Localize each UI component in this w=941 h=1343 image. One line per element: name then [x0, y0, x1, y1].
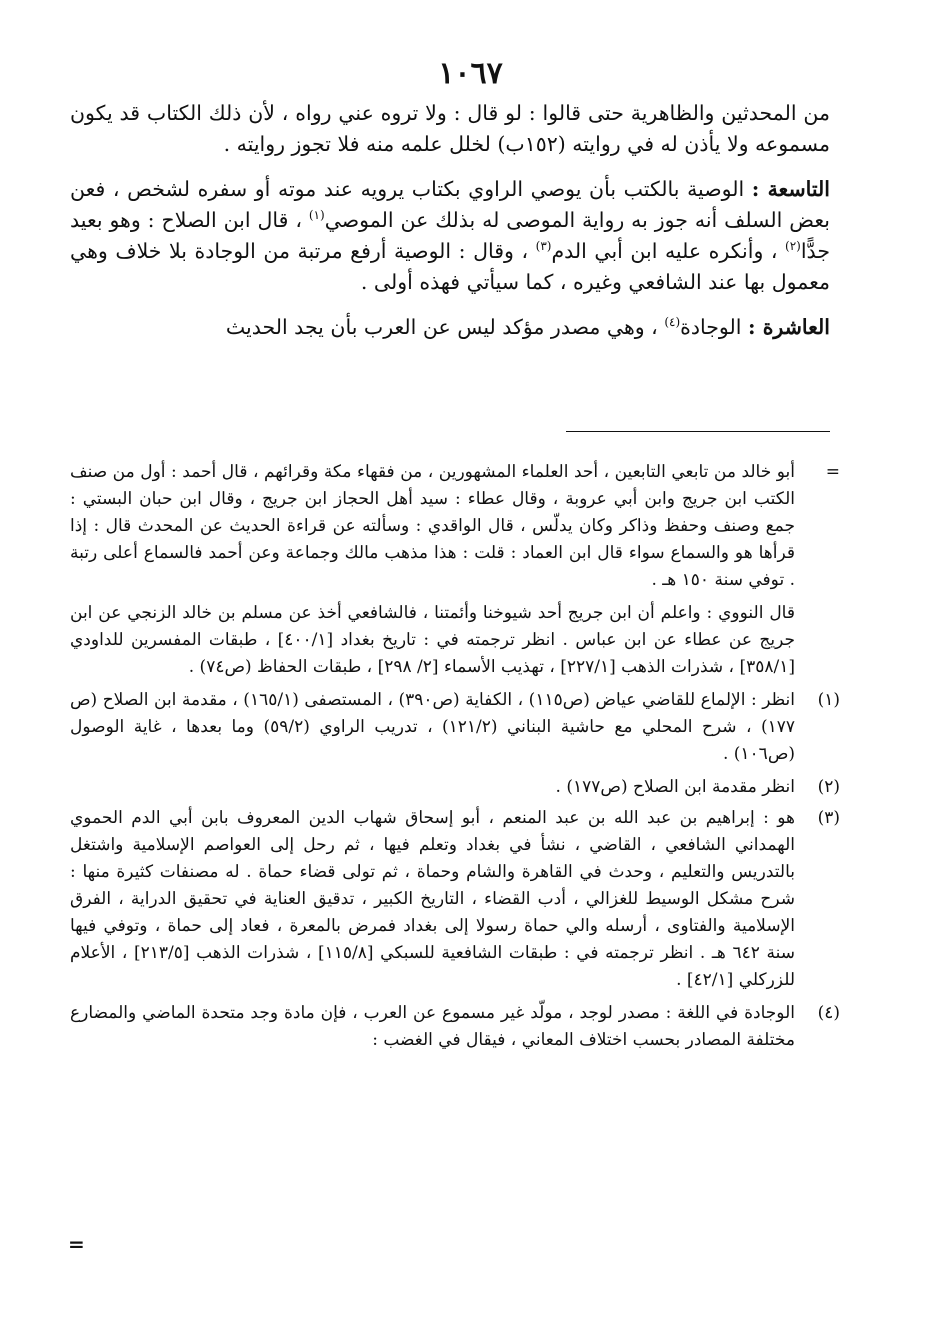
- continuation-marker-end: =: [68, 1232, 85, 1256]
- paragraph-tenth: [70, 312, 830, 343]
- paragraph-text: ، وهي مصدر مؤكد ليس عن العرب بأن يجد الحديث: [225, 315, 665, 339]
- footnote-number: (١): [817, 690, 840, 710]
- footnote-text: انظر : الإلماع للقاضي عياض (ص١١٥) ، الكفاية (ص٣٩٠) ، المستصفى (١٦٥/١) ، مقدمة ابن الصلاح (ص ١٧٧) ، شرح المحلي مع حاشية البناني (١٢١/٢) ، تدريب الراوي (٥٩/٢) وما بعدها ، غاية الوصول (ص١٠٦) .: [70, 690, 795, 764]
- footnote-text: انظر مقدمة ابن الصلاح (ص١٧٧) .: [555, 777, 795, 797]
- footnote-text: الوجادة في اللغة : مصدر لوجد ، مولّد غير مسموع عن العرب ، فإن مادة وجد متحدة الماضي والمضارع مختلفة المصادر بحسب اختلاف المعاني ، فيقال في الغضب :: [70, 1003, 795, 1050]
- footnote-text: أبو خالد من تابعي التابعين ، أحد العلماء المشهورين ، من فقهاء مكة وقرائهم ، قال أحمد : أول من صنف الكتب ابن جريج وابن أبي عروبة ، وقال عطاء : سيد أهل الحجاز ابن جريج ، وقال ابن حبان البستي : جمع وصنف وحفظ وذاكر وكان يدلّس ، قال الواقدي : وسألته عن قراءة الحديث عن المحدث قال : إذا قرأها هو والسماع سواء قال ابن العماد : قلت : هذا مذهب مالك وجماعة وعن أحمد فالسماع أعلى رتبة . توفي سنة ١٥٠ هـ .: [70, 462, 795, 590]
- footnote-number: (٣): [817, 808, 840, 828]
- paragraph-continuation: من المحدثين والظاهرية حتى قالوا : لو قال : ولا تروه عني رواه ، لأن ذلك الكتاب قد يكون مسموعه ولا يأذن له في روايته (١٥٢ب) لخلل علمه منه فلا تجوز روايته .: [70, 101, 830, 156]
- paragraph-text: ، قال ابن الصلاح : وهو بعيد جدًّا: [70, 208, 830, 263]
- paragraph-ninth: [70, 174, 830, 298]
- continuation-marker: =: [825, 462, 840, 482]
- main-text: [70, 98, 830, 357]
- footnote-separator: [566, 431, 830, 432]
- footnote-reference: (٣): [535, 239, 552, 254]
- paragraph-text: ، وأنكره عليه ابن أبي الدم: [551, 239, 786, 263]
- footnote-number: (٤): [817, 1003, 840, 1023]
- paragraph-text: الوصية بالكتب بأن يوصي الراوي بكتاب يرويه عند موته أو سفره لشخص ، فعن بعض السلف أنه جوز به رواية الموصى له بذلك عن الموصي: [70, 177, 830, 232]
- footnote-number: (٢): [817, 777, 840, 797]
- footnote-1: [70, 687, 840, 768]
- footnotes-section: [70, 459, 840, 1060]
- page-number: ١٠٦٧: [438, 56, 503, 91]
- paragraph-lead-tenth: العاشرة :: [747, 315, 830, 339]
- footnote-reference: (٤): [664, 315, 681, 330]
- footnote-reference: (٢): [785, 239, 801, 254]
- footnote-2: [70, 774, 840, 801]
- footnote-continued: [70, 459, 840, 594]
- footnote-continued-part: [70, 600, 840, 681]
- footnote-text: قال النووي : واعلم أن ابن جريج أحد شيوخنا وأئمتنا ، فالشافعي أخذ عن مسلم بن خالد الزنجي عن ابن جريج عن عطاء عن ابن عباس . انظر ترجمته في : تاريخ بغداد [٤٠٠/١] ، طبقات المفسرين للداودي [٣٥٨/١] ، شذرات الذهب [٢٢٧/١] ، تهذيب الأسماء [٢/ ٢٩٨] ، طبقات الحفاظ (ص٧٤) .: [70, 603, 795, 677]
- footnote-4: [70, 1000, 840, 1054]
- paragraph-lead-ninth: التاسعة :: [751, 177, 830, 201]
- paragraph-text: ، وقال : الوصية أرفع مرتبة من الوجادة بلا خلاف وهي معمول بها عند الشافعي وغيره ، كما سيأتي فهذه أولى .: [70, 239, 830, 294]
- paragraph-text: الوجادة: [680, 315, 748, 339]
- footnote-text: هو : إبراهيم بن عبد الله بن عبد المنعم ، أبو إسحاق شهاب الدين المعروف بابن أبي الدم الحموي الهمداني الشافعي ، القاضي ، نشأ في بغداد وتعلم فيها ، ثم رحل إلى العواصم الإسلامية واشتغل بالتدريس والتعليم ، وحدث في القاهرة والشام وحماة ، ثم تولى قضاء حماة . له مصنفات كثيرة منها : شرح مشكل الوسيط للغزالي ، أدب القضاء ، التاريخ الكبير ، تدقيق العناية في تحقيق الدراية ، الفرق الإسلامية والفتاوى ، أرسله والي حماة رسولا إلى بغداد فمرض بالمعرة ، فعاد إلى حماة ، وتوفي فيها سنة ٦٤٢ هـ . انظر ترجمته في : طبقات الشافعية للسبكي [١١٥/٨] ، شذرات الذهب [٢١٣/٥] ، الأعلام للزركلي [٤٢/١] .: [70, 808, 795, 990]
- footnote-3: [70, 805, 840, 994]
- footnote-reference: (١): [308, 208, 325, 223]
